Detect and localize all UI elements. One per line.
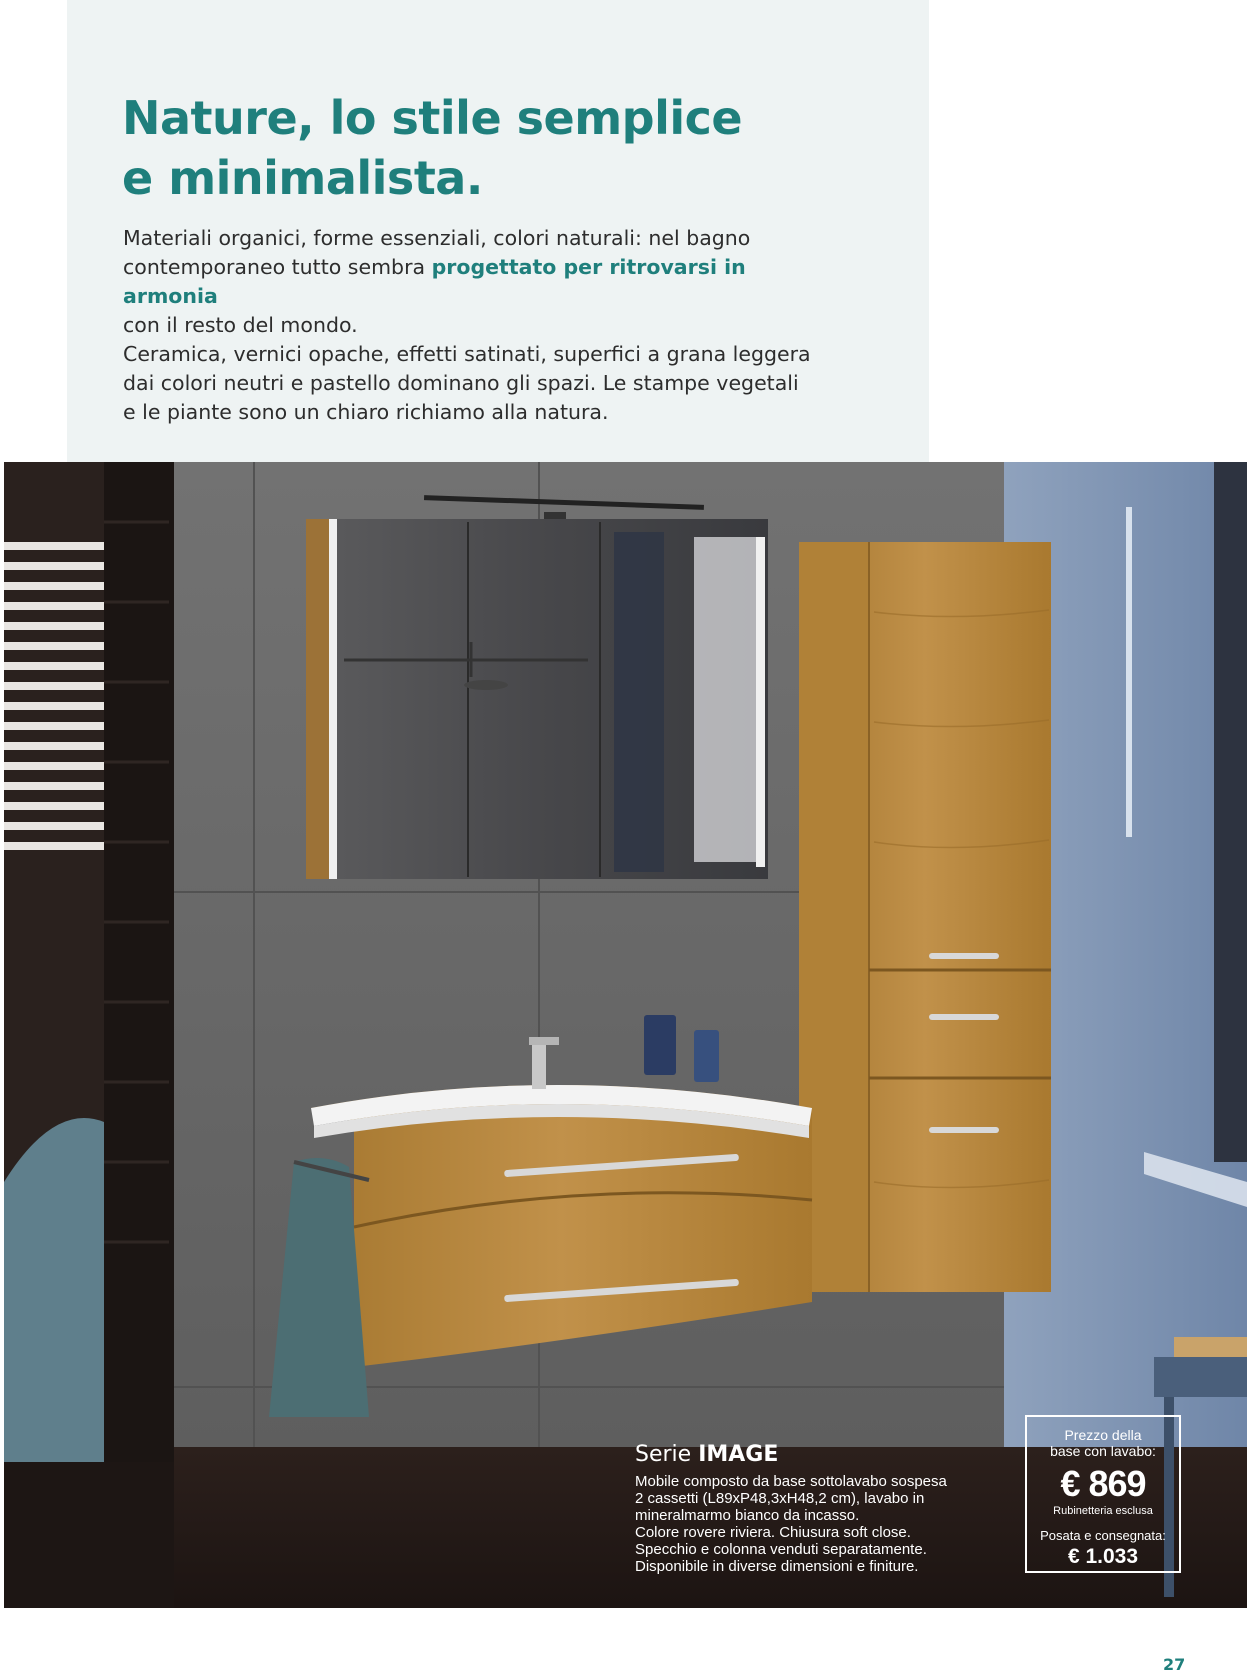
delivered-label: Posata e consegnata: <box>1040 1528 1166 1543</box>
intro-p2-line1: Ceramica, vernici opache, effetti satinati, superfici a grana leggera <box>123 342 811 366</box>
intro-p2-line3: e le piante sono un chiaro richiamo alla natura. <box>123 400 609 424</box>
intro-paragraph-2 <box>123 340 843 427</box>
intro-p1-line2: contemporaneo tutto sembra <box>123 255 432 279</box>
description-line: 2 cassetti (L89xP48,3xH48,2 cm), lavabo in <box>635 1490 925 1507</box>
product-caption <box>635 1441 1020 1575</box>
description-line: Mobile composto da base sottolavabo sospesa <box>635 1473 947 1490</box>
price-amount: € 869 <box>1060 1463 1146 1504</box>
intro-paragraph-1 <box>123 224 843 340</box>
description-line: Disponibile in diverse dimensioni e finiture. <box>635 1558 919 1575</box>
price-label-line1: Prezzo della <box>1064 1427 1142 1443</box>
intro-highlight: progettato per ritrovarsi in armonia <box>123 255 746 308</box>
series-prefix: Serie <box>635 1442 699 1467</box>
intro-p1-line3: con il resto del mondo. <box>123 313 358 337</box>
price-box <box>1025 1415 1181 1573</box>
delivered-amount: € 1.033 <box>1067 1545 1139 1568</box>
page-title <box>122 88 742 208</box>
series-name: IMAGE <box>698 1442 779 1467</box>
price-label <box>1027 1427 1179 1459</box>
page-number: 27 <box>1163 1655 1186 1674</box>
price-label-line2: base con lavabo: <box>1050 1443 1156 1459</box>
price-note: Rubinetteria esclusa <box>1053 1505 1153 1517</box>
product-series <box>635 1441 1020 1469</box>
page-title-line2: e minimalista. <box>122 151 483 205</box>
intro-p2-line2: dai colori neutri e pastello dominano gli spazi. Le stampe vegetali <box>123 371 799 395</box>
intro-p1-line1: Materiali organici, forme essenziali, colori naturali: nel bagno <box>123 226 751 250</box>
product-description <box>635 1473 1020 1575</box>
description-line: Colore rovere riviera. Chiusura soft close. <box>635 1524 911 1541</box>
description-line: Specchio e colonna venduti separatamente. <box>635 1541 927 1558</box>
description-line: mineralmarmo bianco da incasso. <box>635 1507 860 1524</box>
page-title-line1: Nature, lo stile semplice <box>122 91 743 145</box>
